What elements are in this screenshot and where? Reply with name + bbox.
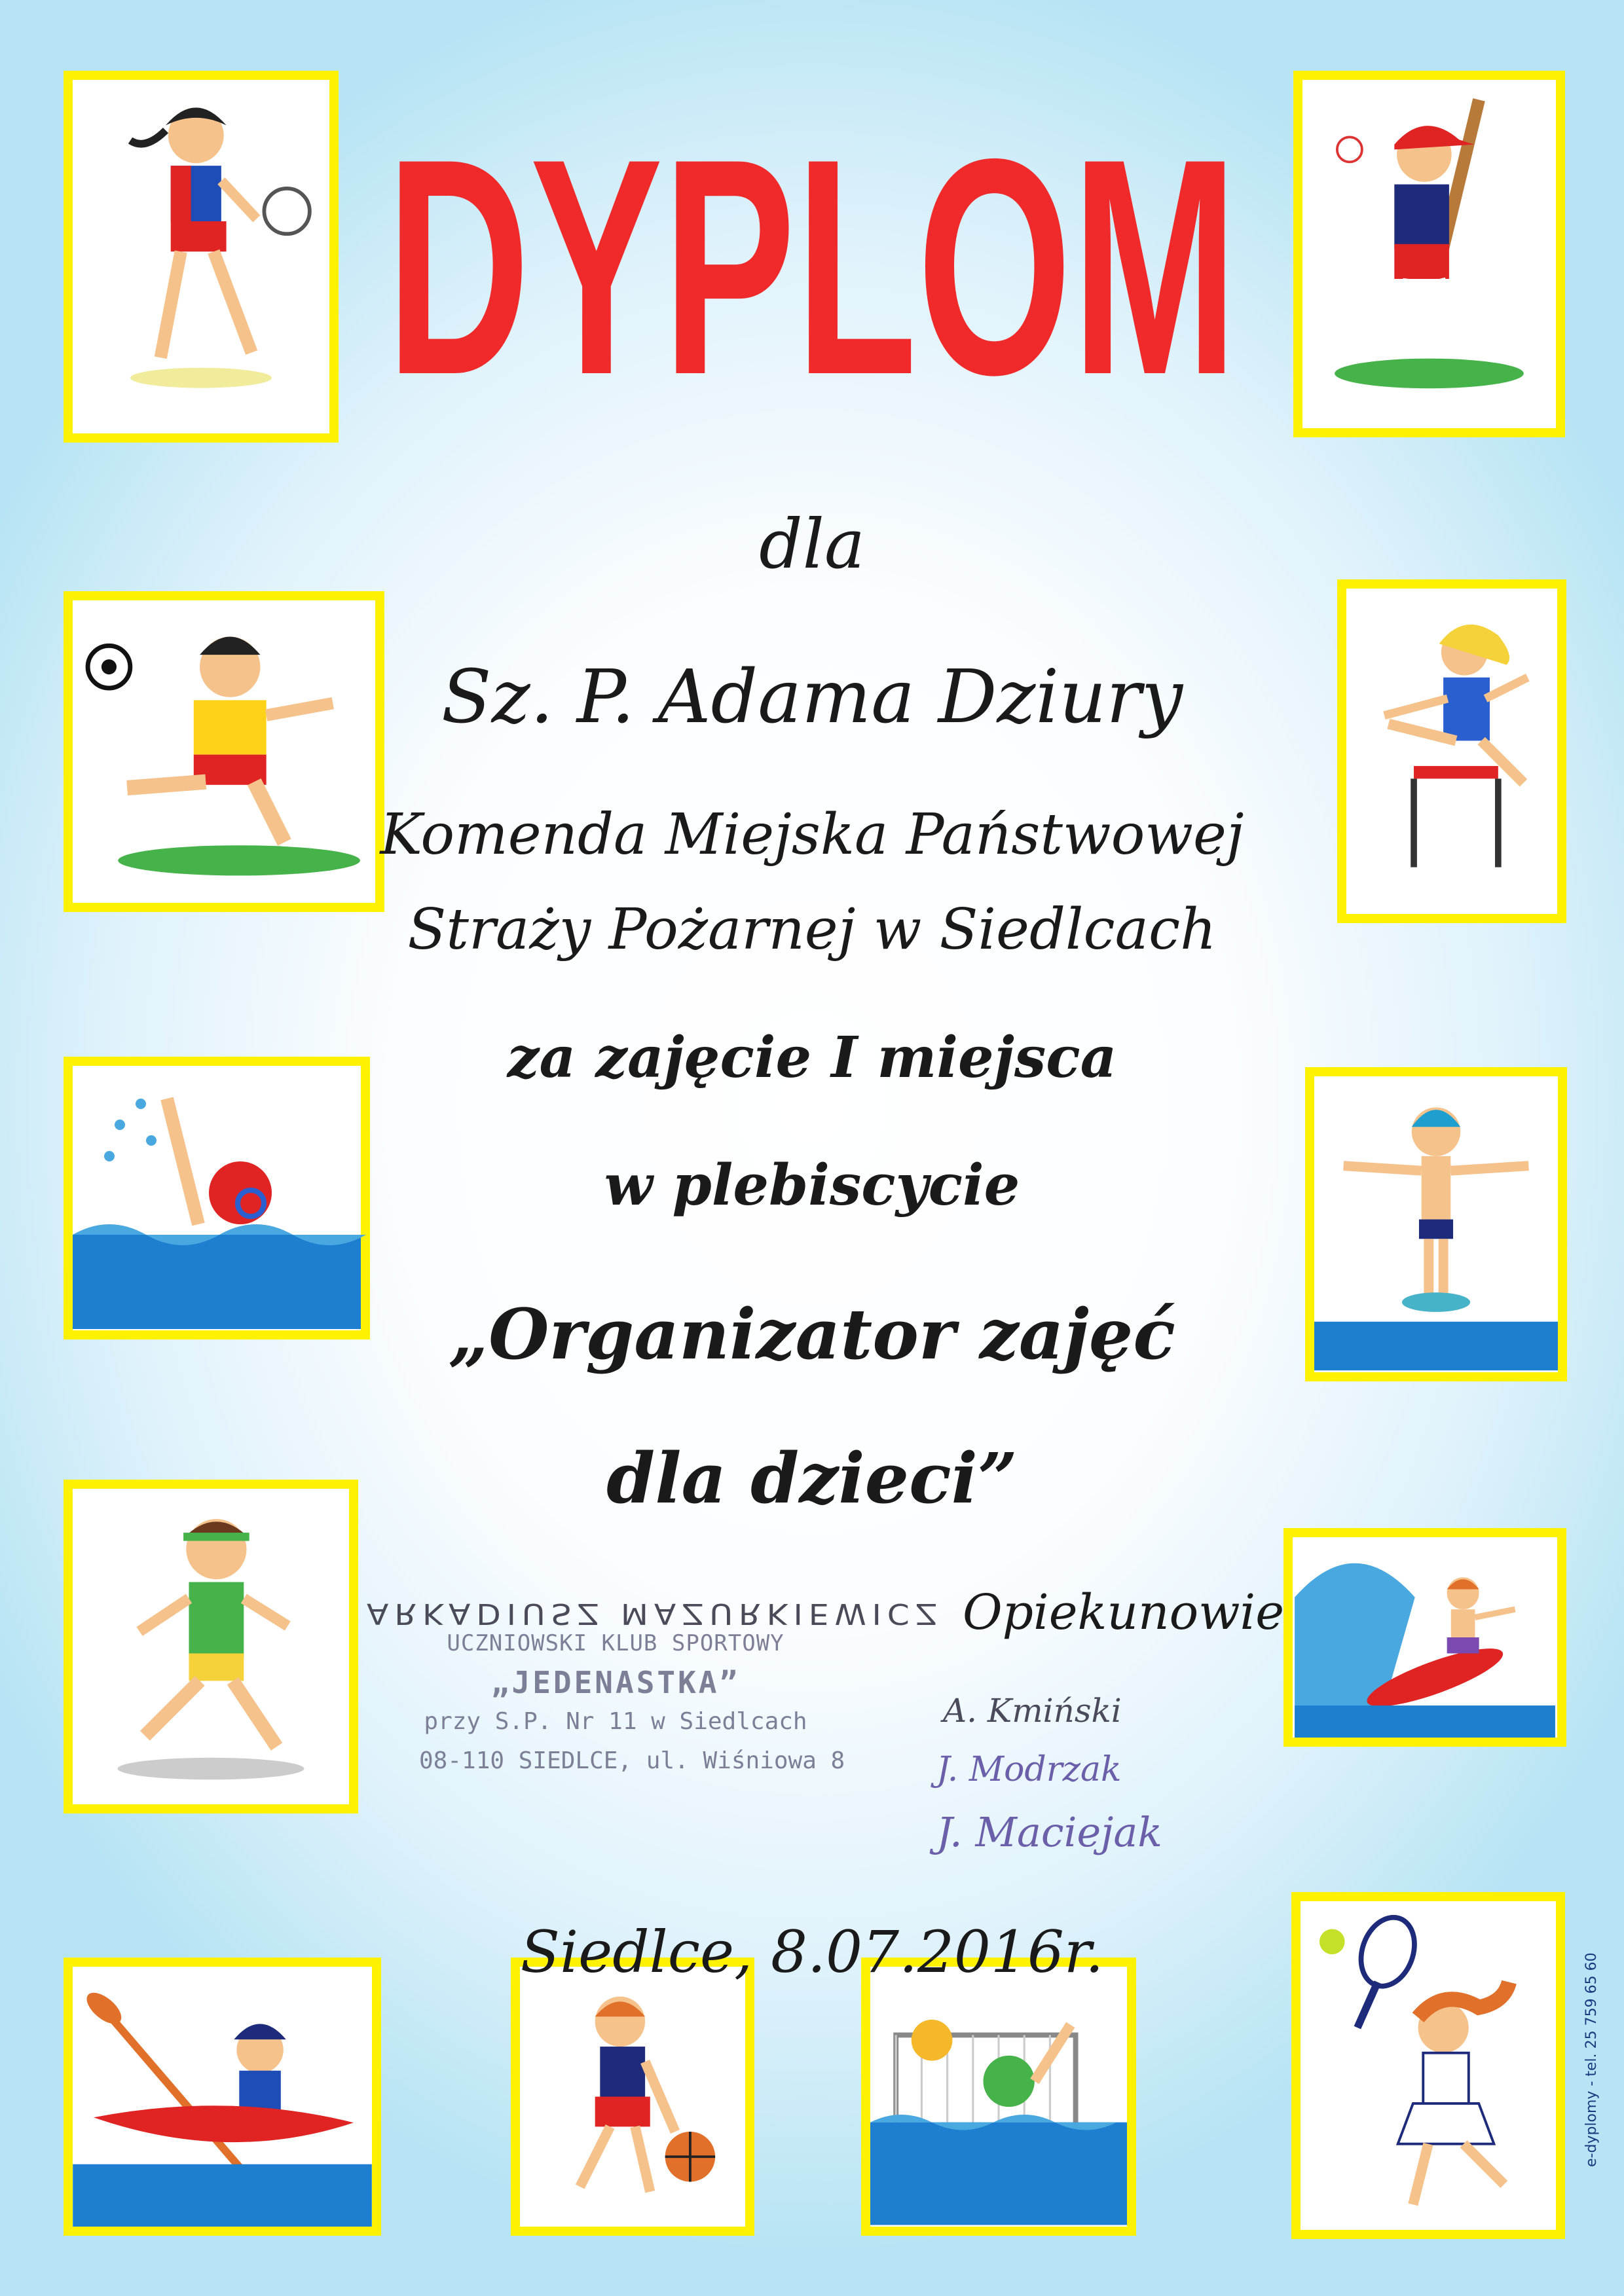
- hurdles-girl-illustration: [1337, 579, 1566, 923]
- publisher-imprint-text: e-dyplomy - tel. 25 759 65 60: [1583, 1952, 1600, 2167]
- handwritten-name-text: ARKADIUSZ MAZURKIEWICZ: [367, 1597, 943, 1630]
- diploma-heading: [367, 95, 1257, 439]
- place-and-date: Siedlce, 8.07.2016r.: [520, 1918, 1104, 1986]
- organization-line-2: Straży Pożarnej w Siedlcach: [407, 897, 1217, 962]
- signatures: [930, 1676, 1257, 1872]
- organization-line-1: Komenda Miejska Państwowej: [380, 802, 1244, 867]
- signature-1: A. Kmiński: [943, 1692, 1122, 1730]
- for-label: dla: [759, 504, 865, 584]
- stamp-line-2: „JEDENASTKA”: [490, 1665, 741, 1700]
- contest-intro: w plebiscycie: [604, 1152, 1020, 1218]
- recipient-name: Sz. P. Adama Dziury: [441, 655, 1183, 740]
- publisher-imprint: [1578, 1912, 1598, 2174]
- baseball-boy-illustration: [1293, 71, 1565, 437]
- volleyball-girl-illustration: [64, 71, 339, 443]
- kayak-girl-illustration: [64, 1958, 381, 2236]
- stamp-line-4: 08-110 SIEDLCE, ul. Wiśniowa 8: [419, 1747, 845, 1774]
- guardians-label: Opiekunowie: [963, 1584, 1285, 1641]
- signature-2: J. Modrzak: [936, 1750, 1122, 1789]
- signature-3: J. Maciejak: [936, 1808, 1162, 1856]
- stamp-line-1: UCZNIOWSKI KLUB SPORTOWY: [447, 1630, 784, 1656]
- stamp-line-3: przy S.P. Nr 11 w Siedlcach: [424, 1708, 807, 1735]
- surfer-boy-illustration: [1283, 1528, 1566, 1747]
- runner-boy-illustration: [64, 1480, 358, 1813]
- contest-title-line-2: dla dzieci”: [606, 1437, 1018, 1519]
- achievement-text: za zajęcie I miejsca: [507, 1025, 1117, 1091]
- water-polo-boy-illustration: [861, 1958, 1136, 2236]
- club-stamp: [419, 1624, 845, 1787]
- contest-title-line-1: „Organizator zajęć: [449, 1293, 1175, 1375]
- heading-text: DYPLOM: [386, 95, 1238, 439]
- basketball-boy-illustration: [511, 1958, 754, 2236]
